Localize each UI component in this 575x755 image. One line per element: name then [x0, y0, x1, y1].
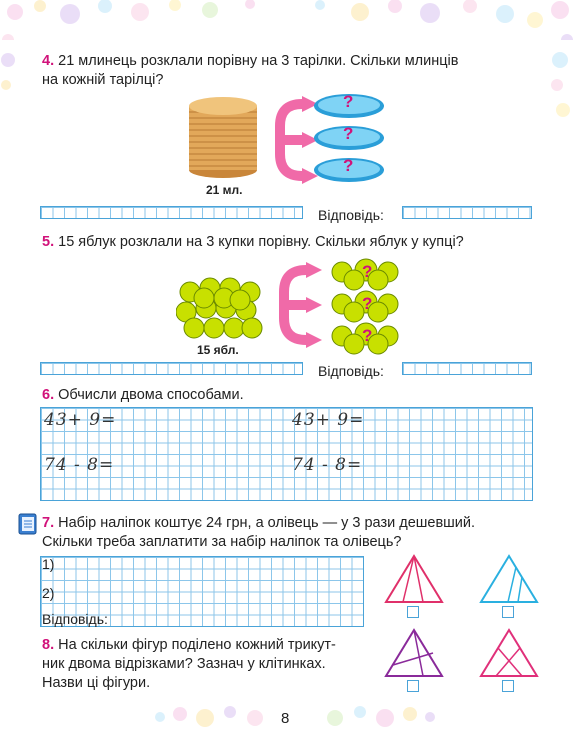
bottom-decoration [150, 702, 440, 732]
triangle-2-answer-box[interactable] [502, 606, 514, 618]
task5-line: 15 яблук розклали на 3 купки порівну. Скільки яблук у купці? [58, 234, 464, 250]
pancake-pile [185, 92, 265, 182]
triangle-4-answer-box[interactable] [502, 680, 514, 692]
task7-step2: 2) [42, 585, 55, 601]
left-decoration [0, 40, 20, 110]
task4-number: 4. [42, 53, 55, 69]
triangle-3 [383, 627, 445, 679]
page-number: 8 [281, 710, 290, 727]
apple-question-1: ? [362, 262, 373, 281]
task5-work-cells[interactable] [40, 362, 303, 375]
task4-answer-cells[interactable] [402, 206, 532, 219]
task5-answer-cells[interactable] [402, 362, 532, 375]
task8-line1: На скільки фігур поділено кожний трикут- [58, 637, 336, 653]
task4-text [42, 52, 562, 90]
task6-expression-1: 43+ 9= [44, 410, 117, 430]
task7-text [42, 514, 562, 552]
apple-question-2: ? [362, 294, 373, 313]
task4-answer-label: Відповідь: [318, 207, 384, 223]
triangle-3-answer-box[interactable] [407, 680, 419, 692]
task7-answer-label: Відповідь: [42, 611, 108, 627]
task8-number: 8. [42, 637, 55, 653]
task5-answer-label: Відповідь: [318, 363, 384, 379]
task4-line2: на кожній тарілці? [42, 72, 164, 88]
task6-line: Обчисли двома способами. [58, 387, 244, 403]
task7-number: 7. [42, 515, 55, 531]
task6-number: 6. [42, 387, 55, 403]
task7-step1: 1) [42, 556, 55, 572]
apple-question-3: ? [362, 326, 373, 345]
task6-text [42, 386, 562, 405]
triangle-1-answer-box[interactable] [407, 606, 419, 618]
task6-expression-4: 74 - 8= [292, 455, 363, 475]
task4-work-cells[interactable] [40, 206, 303, 219]
apple-label: 15 ябл. [197, 343, 239, 357]
task5-text [42, 233, 562, 252]
plate-question-2: ? [343, 124, 354, 143]
task8-text [42, 636, 382, 693]
plate-question-1: ? [343, 92, 354, 111]
plate-question-3: ? [343, 156, 354, 175]
triangle-1 [383, 553, 445, 605]
apple-pile [176, 272, 264, 344]
task7-line1: Набір наліпок коштує 24 грн, а олівець — у 3 рази дешевший. [58, 515, 476, 531]
triangle-4 [478, 627, 540, 679]
task6-expression-2: 74 - 8= [44, 455, 115, 475]
task8-line2: ник двома відрізками? Зазнач у клітинках. [42, 656, 326, 672]
split-arrow [266, 262, 324, 348]
top-decoration [0, 0, 575, 40]
task6-expression-3: 43+ 9= [292, 410, 365, 430]
task4-line1: 21 млинець розклали порівну на 3 тарілки. Скільки млинців [58, 53, 459, 69]
triangle-2 [478, 553, 540, 605]
workbook-icon [18, 513, 38, 535]
task7-line2: Скільки треба заплатити за набір наліпок та олівець? [42, 534, 402, 550]
pancake-label: 21 мл. [206, 183, 243, 197]
task5-number: 5. [42, 234, 55, 250]
task8-line3: Назви ці фігури. [42, 675, 151, 691]
